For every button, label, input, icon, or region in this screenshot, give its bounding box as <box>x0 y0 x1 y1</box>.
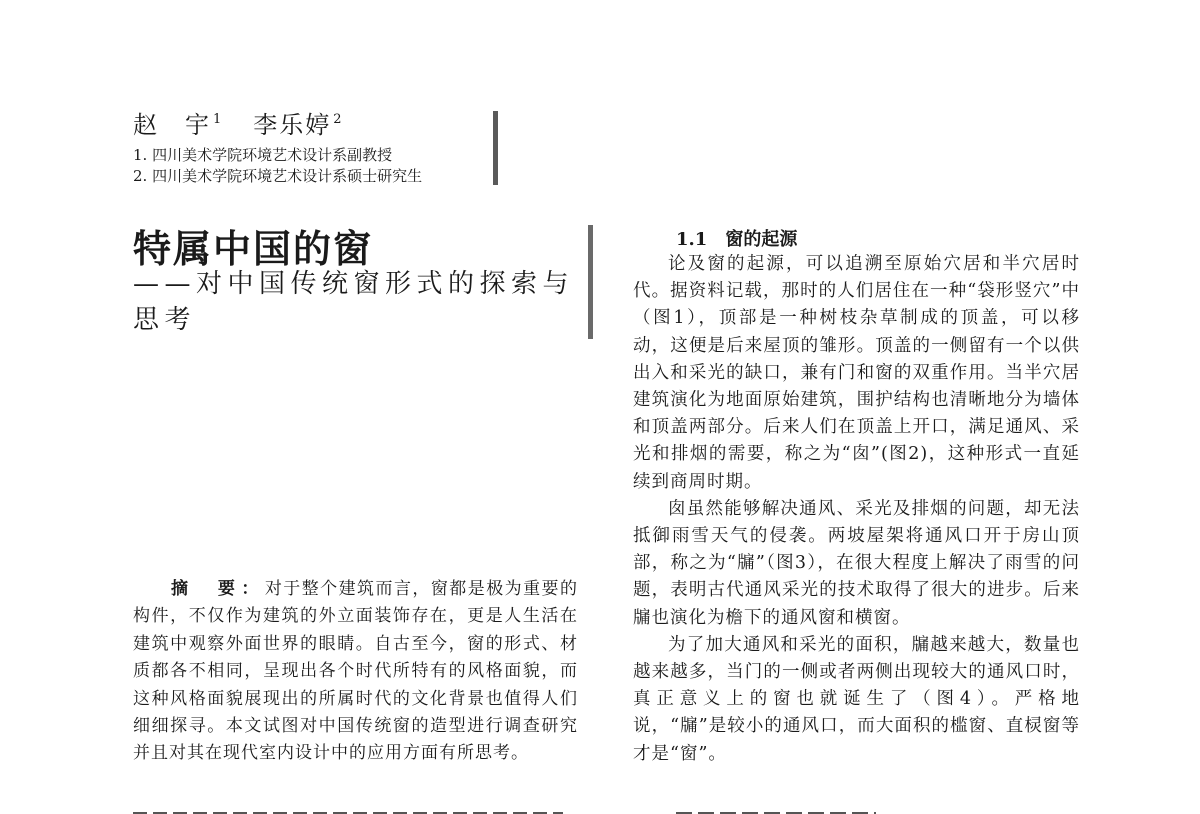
author-1-name: 赵 宇 <box>133 111 211 139</box>
body-paragraph-3: 为了加大通风和采光的面积，牖越来越大，数量也越来越多，当门的一侧或者两侧出现较大的通风口时，真正意义上的窗也就诞生了（图4）。严格地说，“牖”是较小的通风口，而大面积的槛窗、直棂窗等才是“窗”。 <box>633 634 1080 764</box>
body-paragraph-2: 囱虽然能够解决通风、采光及排烟的问题，却无法抵御雨雪天气的侵袭。两坡屋架将通风口开于房山顶部，称之为“牖”（图3），在很大程度上解决了雨雪的问题，表明古代通风采光的技术取得了很大的进步。后来牖也演化为檐下的通风窗和横窗。 <box>633 498 1080 628</box>
title-block-bar <box>588 225 593 339</box>
paper-title: 特属中国的窗 <box>133 226 374 271</box>
cut-off-heading-line <box>676 807 876 814</box>
author-2-mark: 2 <box>333 112 344 127</box>
affiliation-1: 1. 四川美术学院环境艺术设计系副教授 <box>133 146 393 164</box>
paper-subtitle: ——对中国传统窗形式的探索与思考 <box>133 269 575 335</box>
author-1-mark: 1 <box>213 112 224 127</box>
affiliation-2: 2. 四川美术学院环境艺术设计系硕士研究生 <box>133 167 423 185</box>
affiliations <box>133 145 422 187</box>
section-body <box>633 251 1080 768</box>
abstract <box>133 576 578 768</box>
author-2-name: 李乐婷 <box>253 111 332 139</box>
cut-off-text-line <box>133 806 563 814</box>
abstract-label: 摘 要： <box>171 579 265 599</box>
abstract-text: 对于整个建筑而言，窗都是极为重要的构件，不仅作为建筑的外立面装饰存在，更是人生活在建筑中观察外面世界的眼睛。自古至今，窗的形式、材质都各不相同，呈现出各个时代所特有的风格面貌，而这种风格面貌展现出的所属时代的文化背景也值得人们细细探寻。本文试图对中国传统窗的造型进行调查研究并且对其在现代室内设计中的应用方面有所思考。 <box>133 579 579 764</box>
author-block-bar <box>493 111 498 185</box>
body-paragraph-1: 论及窗的起源，可以追溯至原始穴居和半穴居时代。据资料记载，那时的人们居住在一种“袋形竖穴”中（图1），顶部是一种树枝杂草制成的顶盖，可以移动，这便是后来屋顶的雏形。顶盖的一侧留有一个以供出入和采光的缺口，兼有门和窗的双重作用。当半穴居建筑演化为地面原始建筑，围护结构也清晰地分为墙体和顶盖两部分。后来人们在顶盖上开口，满足通风、采光和排烟的需要，称之为“囱”(图2)，这种形式一直延续到商周时期。 <box>633 254 1080 492</box>
section-heading: 1.1 窗的起源 <box>676 229 798 250</box>
author-line <box>133 105 344 140</box>
